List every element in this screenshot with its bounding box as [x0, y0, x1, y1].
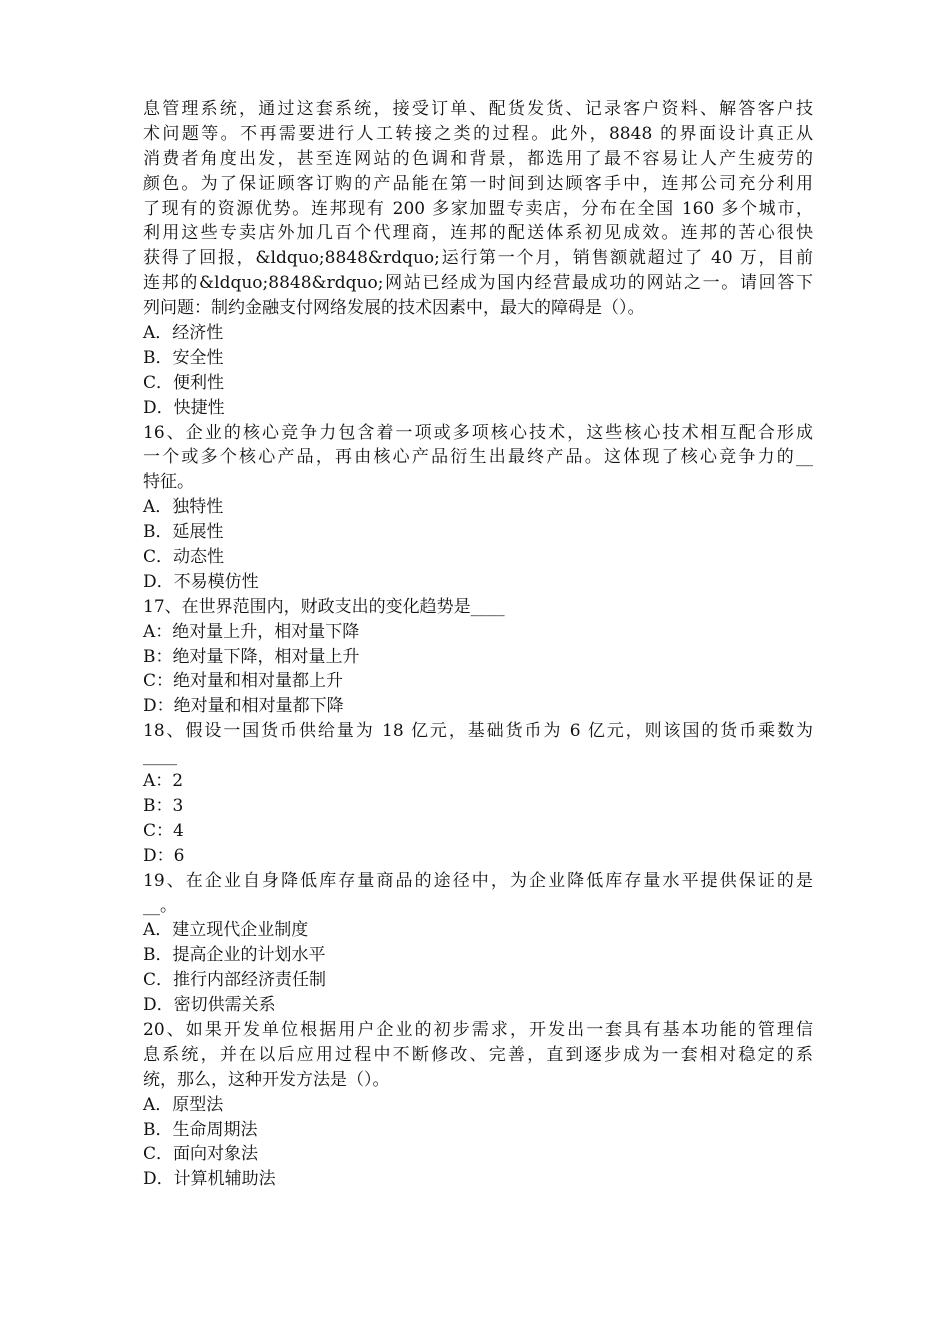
question-text-line: 统，那么，这种开发方法是（）。 [143, 1069, 390, 1090]
answer-option: D．不易模仿性 [143, 571, 259, 592]
answer-option: B：绝对量下降，相对量上升 [143, 646, 360, 667]
question-text-line: 一个或多个核心产品，再由核心产品衍生出最终产品。这体现了核心竞争力的__ [143, 447, 813, 468]
question-text-line: 利用这些专卖店外加几百个代理商，连邦的配送体系初见成效。连邦的苦心很快 [143, 223, 813, 244]
answer-option: D．快捷性 [143, 397, 225, 418]
answer-option: B．提高企业的计划水平 [143, 945, 326, 966]
question-text-line: 息管理系统，通过这套系统，接受订单、配货发货、记录客户资料、解答客户技 [143, 99, 813, 119]
question-text-line: 20、如果开发单位根据用户企业的初步需求，开发出一套具有基本功能的管理信 [143, 1019, 813, 1040]
answer-option: B．生命周期法 [143, 1119, 258, 1140]
answer-option: A．建立现代企业制度 [143, 920, 309, 941]
question-text-line: 18、假设一国货币供给量为 18 亿元，基础货币为 6 亿元，则该国的货币乘数为 [143, 721, 813, 742]
question-text-line: 了现有的资源优势。连邦现有 200 多家加盟专卖店，分布在全国 160 多个城市， [143, 198, 813, 219]
question-text-line: 特征。 [143, 472, 194, 493]
answer-option: C：4 [143, 820, 184, 841]
answer-option: A．独特性 [143, 497, 224, 518]
question-text-line: 列问题：制约金融支付网络发展的技术因素中，最大的障碍是（）。 [143, 298, 645, 319]
question-text-line: 息系统，并在以后应用过程中不断修改、完善，直到逐步成为一套相对稳定的系 [143, 1044, 813, 1065]
question-text-line: 16、企业的核心竞争力包含着一项或多项核心技术，这些核心技术相互配合形成 [143, 422, 813, 443]
answer-option: D：6 [143, 845, 185, 866]
answer-option: A．原型法 [143, 1094, 224, 1115]
answer-option: B：3 [143, 795, 184, 816]
answer-option: A．经济性 [143, 323, 224, 344]
question-text-line: 连邦的&ldquo;8848&rdquo;网站已经成为国内经营最成功的网站之一。请回答下 [143, 273, 813, 294]
answer-option: B．安全性 [143, 347, 224, 368]
answer-option: D．计算机辅助法 [143, 1169, 276, 1190]
question-17 [143, 595, 813, 719]
question-15-continued [143, 97, 813, 421]
answer-option: C．动态性 [143, 547, 225, 568]
question-text-line: 颜色。为了保证顾客订购的产品能在第一时间到达顾客手中，连邦公司充分利用 [143, 173, 813, 194]
question-text-line: 17、在世界范围内，财政支出的变化趋势是____ [143, 596, 505, 617]
answer-option: A：绝对量上升，相对量下降 [143, 621, 360, 642]
question-text-line: ____ [143, 746, 177, 767]
answer-option: A：2 [143, 771, 184, 792]
question-text-line: 获得了回报，&ldquo;8848&rdquo;运行第一个月，销售额就超过了 40 万，目前 [143, 248, 813, 269]
answer-option: B．延展性 [143, 522, 224, 543]
answer-option: D：绝对量和相对量都下降 [143, 696, 344, 717]
answer-option: C．便利性 [143, 372, 225, 393]
question-18 [143, 719, 813, 868]
answer-option: C．面向对象法 [143, 1144, 259, 1165]
question-text-line: 19、在企业自身降低库存量商品的途径中，为企业降低库存量水平提供保证的是 [143, 870, 813, 891]
question-text-line: __。 [143, 895, 177, 916]
answer-option: C：绝对量和相对量都上升 [143, 671, 344, 692]
question-text-line: 术问题等。不再需要进行人工转接之类的过程。此外，8848 的界面设计真正从 [143, 123, 813, 144]
document-page [143, 97, 813, 1192]
question-16 [143, 421, 813, 595]
answer-option: C．推行内部经济责任制 [143, 970, 327, 991]
question-19 [143, 869, 813, 1018]
question-20 [143, 1018, 813, 1192]
answer-option: D．密切供需关系 [143, 995, 276, 1016]
question-text-line: 消费者角度出发，甚至连网站的色调和背景，都选用了最不容易让人产生疲劳的 [143, 148, 813, 169]
